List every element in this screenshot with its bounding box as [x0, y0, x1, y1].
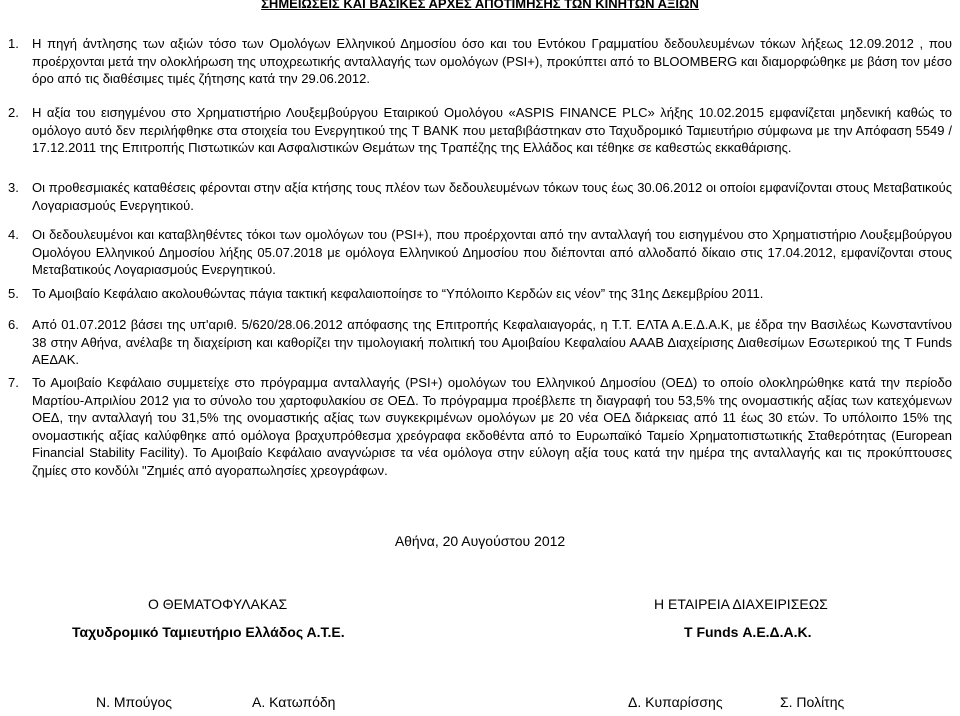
note-number: 7.	[8, 375, 19, 390]
signatory-name: Δ. Κυπαρίσσης	[628, 694, 723, 710]
note-text: Από 01.07.2012 βάσει της υπ'αριθ. 5/620/28.06.2012 απόφασης της Επιτροπής Κεφαλαιαγοράς, η Τ.Τ. ΕΛΤΑ Α.Ε.Δ.Α.Κ, με έδρα την Βασιλέως Κωνσταντίνου 38 στην Αθήνα, ανέλαβε τη διαχείριση και καθορίζει την τιμολογιακή πολιτική του Αμοιβαίου Κεφαλαίου ΑΑΑΒ Διαχείρισης Διαθεσίμων Εσωτερικού της T Funds ΑΕΔΑΚ.	[32, 317, 952, 367]
note-text: Το Αμοιβαίο Κεφάλαιο ακολουθώντας πάγια τακτική κεφαλαιοποίησε το “Υπόλοιπο Κερδών εις νέον” της 31ης Δεκεμβρίου 2011.	[32, 286, 764, 301]
note-text: Το Αμοιβαίο Κεφάλαιο συμμετείχε στο πρόγραμμα ανταλλαγής (PSI+) ομολόγων του Ελληνικού Δημοσίου (ΟΕΔ) το οποίο ολοκληρώθηκε κατά την περίοδο Μαρτίου-Απριλίου 2012 για το σύνολο του χαρτοφυλακίου σε ΟΕΔ. Το πρόγραμμα προέβλεπε τη διαγραφή του 53,5% της ονομαστικής αξίας των κατεχόμενων ΟΕΔ, την ανταλλαγή του 31,5% της ονομαστικής αξίας των συγκεκριμένων ομολόγων με 20 νέα ΟΕΔ διάρκειας από 11 έως 30 ετών. Το υπόλοιπο 15% της ονομαστικής αξίας καλύφθηκε από ομόλογα βραχυπρόθεσμα χρεόγραφα εκδοθέντα από το Ευρωπαϊκό Ταμείο Χρηματοπιστωτικής Σταθερότητας (European Financial Stability Facility). Το Αμοιβαίο Κεφάλαιο αναγνώρισε τα νέα ομόλογα στην εύλογη αξία τους κατά την ημέρα της ανταλλαγής και τις προκύπτουσες ζημίες στο κονδύλι "Ζημιές από αγοραπωλησίες χρεογράφων.	[32, 375, 952, 478]
signatory-name: Α. Κατωπόδη	[252, 694, 336, 710]
management-company-title: Η ΕΤΑΙΡΕΙΑ ΔΙΑΧΕΙΡΙΣΕΩΣ	[654, 596, 828, 612]
note-text: Οι προθεσμιακές καταθέσεις φέρονται στην αξία κτήσης τους πλέον των δεδουλευμένων τόκων τους έως 30.06.2012 οι οποίοι εμφανίζονται στους Μεταβατικούς Λογαριασμούς Ενεργητικού.	[32, 180, 952, 213]
note-number: 2.	[8, 105, 19, 120]
note-text: Οι δεδουλευμένοι και καταβληθέντες τόκοι των ομολόγων του (PSI+), που προέρχονται από την ανταλλαγή του εισηγμένου στο Χρηματιστήριο Λουξεμβούργου Ομολόγου Ελληνικού Δημοσίου λήξης 05.07.2018 με ομόλογα Ελληνικού Δημοσίου που διέπονται από αλλοδαπό δίκαιο στις 17.04.2012, εμφανίζονται στους Μεταβατικούς Λογαριασμούς Ενεργητικού.	[32, 227, 952, 277]
note-item	[8, 316, 952, 369]
custodian-title: Ο ΘΕΜΑΤΟΦΥΛΑΚΑΣ	[148, 596, 288, 612]
note-number: 1.	[8, 36, 19, 51]
document-title: ΣΗΜΕΙΩΣΕΙΣ ΚΑΙ ΒΑΣΙΚΕΣ ΑΡΧΕΣ ΑΠΟΤΙΜΗΣΗΣ ΤΩΝ ΚΙΝΗΤΩΝ ΑΞΙΩΝ	[261, 0, 699, 11]
note-item	[8, 104, 952, 157]
note-item	[8, 226, 952, 279]
note-number: 3.	[8, 180, 19, 195]
place-date: Αθήνα, 20 Αυγούστου 2012	[394, 533, 566, 549]
management-company-name: T Funds Α.Ε.Δ.Α.Κ.	[684, 624, 812, 640]
note-text: Η αξία του εισηγμένου στο Χρηματιστήριο Λουξεμβούργου Εταιρικού Ομολόγου «ASPIS FINANCE PLC» λήξης 10.02.2015 εμφανίζεται μηδενική καθώς το ομόλογο αυτό δεν περιλήφθηκε στα στοιχεία του Ενεργητικού της T BANK που μεταβιβάστηκαν στο Ταχυδρομικό Ταμιευτήριο σύμφωνα με την Απόφαση 5549 / 17.12.2011 της Επιτροπής Πιστωτικών και Ασφαλιστικών Θεμάτων της Τραπέζης της Ελλάδος και τέθηκε σε καθεστώς εκκαθάρισης.	[32, 105, 952, 155]
note-item	[8, 374, 952, 479]
custodian-name: Ταχυδρομικό Ταμιευτήριο Ελλάδος Α.Τ.Ε.	[72, 624, 345, 640]
note-number: 5.	[8, 286, 19, 301]
note-item	[8, 35, 952, 88]
note-number: 6.	[8, 317, 19, 332]
note-item	[8, 285, 952, 303]
signatory-name: Σ. Πολίτης	[780, 694, 845, 710]
note-item	[8, 179, 952, 214]
note-number: 4.	[8, 227, 19, 242]
signatory-name: Ν. Μπούγος	[96, 694, 172, 710]
note-text: Η πηγή άντλησης των αξιών τόσο των Ομολόγων Ελληνικού Δημοσίου όσο και του Εντόκου Γραμματίου δεδουλευμένων τόκων λήξεως 12.09.2012 , που προέρχονται μετά την ολοκλήρωση της υποχρεωτικής ανταλλαγής των ομολόγων (PSI+), προκύπτει από το BLOOMBERG και διαμορφώθηκε με βάση τον μέσο όρο από τις διαθέσιμες τιμές ζήτησης κατά την 29.06.2012.	[32, 36, 952, 86]
